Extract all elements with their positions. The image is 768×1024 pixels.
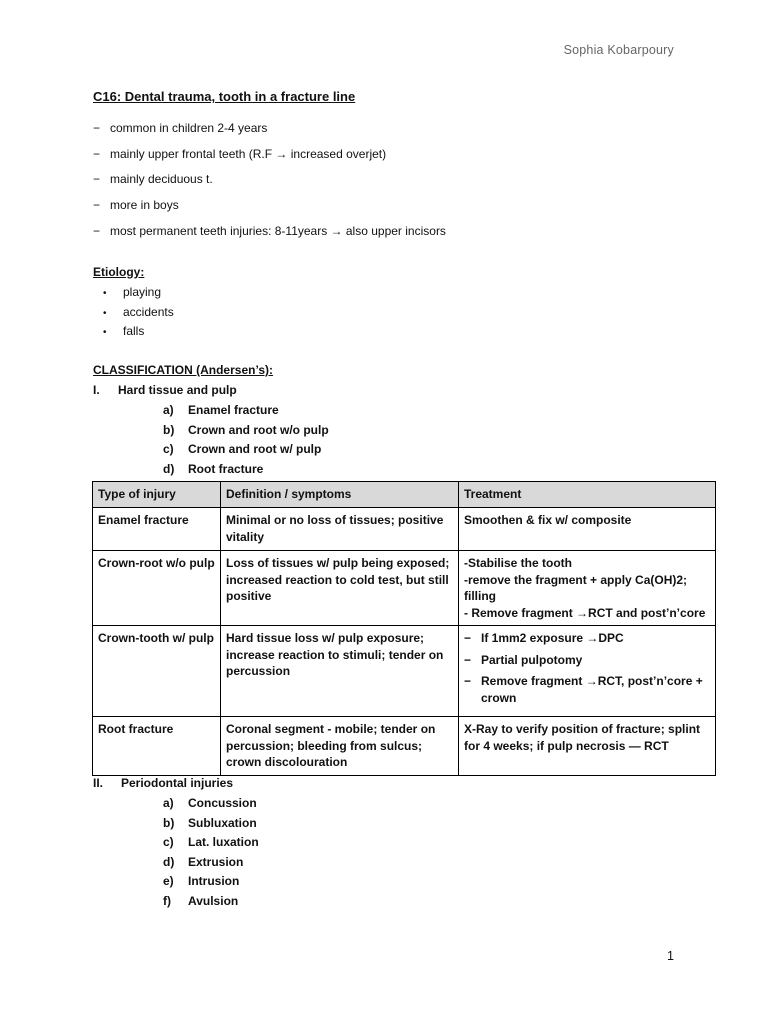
dash-icon: − [93, 198, 101, 213]
list-item: − common in children 2-4 years [93, 121, 268, 135]
classification-heading: CLASSIFICATION (Andersen’s): [93, 363, 274, 377]
dash-icon: − [93, 146, 101, 161]
bullet-icon: • [103, 307, 107, 319]
intro-list [93, 120, 446, 248]
dash-icon: − [464, 652, 472, 667]
hard-tissue-list [163, 403, 329, 481]
treatment-cell: X-Ray to verify position of fracture; splint for 4 weeks; if pulp necrosis — RCT [459, 717, 716, 776]
list-item: − most permanent teeth injuries: 8-11years → also upper incisors [93, 223, 446, 238]
table-row [93, 626, 716, 717]
injury-type-cell: Enamel fracture [93, 508, 221, 551]
list-item: • playing [103, 285, 162, 299]
definition-cell: Coronal segment - mobile; tender on percussion; bleeding from sulcus; crown discolouration [221, 717, 459, 776]
etiology-heading: Etiology: [93, 265, 145, 279]
dash-icon: − [93, 121, 101, 135]
bullet-icon: • [103, 288, 107, 299]
list-item: e) Intrusion [163, 874, 240, 889]
treatment-cell [459, 626, 716, 717]
list-item: − mainly deciduous t. [93, 172, 213, 187]
page-title: C16: Dental trauma, tooth in a fracture line [93, 89, 356, 104]
document-author: Sophia Kobarpoury [563, 43, 674, 57]
list-item: c) Crown and root w/ pulp [163, 442, 322, 457]
definition-cell: Minimal or no loss of tissues; positive vitality [221, 508, 459, 551]
list-item: a) Enamel fracture [163, 403, 279, 417]
injury-table [92, 481, 716, 776]
list-item: c) Lat. luxation [163, 835, 259, 850]
treatment-list [464, 630, 710, 706]
table-row [93, 551, 716, 626]
bullet-icon: • [103, 327, 107, 338]
section-heading-hard-tissue: I. Hard tissue and pulp [93, 383, 237, 397]
treatment-cell: -Stabilise the tooth -remove the fragment + apply Ca(OH)2; filling - Remove fragment →RCT and post’n’core [459, 551, 716, 626]
injury-type-cell: Crown-root w/o pulp [93, 551, 221, 626]
list-item: − more in boys [93, 198, 179, 213]
list-item: − If 1mm2 exposure →DPC [464, 631, 624, 645]
section-heading-periodontal: II. Periodontal injuries [93, 776, 234, 790]
list-item: − mainly upper frontal teeth (R.F → increased overjet) [93, 146, 387, 161]
dash-icon: − [464, 631, 472, 645]
dash-icon: − [93, 172, 101, 187]
list-item: b) Crown and root w/o pulp [163, 422, 329, 437]
definition-cell: Hard tissue loss w/ pulp exposure; increase reaction to stimuli; tender on percussion [221, 626, 459, 717]
column-header: Type of injury [93, 482, 221, 508]
list-item: − Remove fragment →RCT, post’n’core + crown [464, 674, 703, 705]
dash-icon: − [93, 223, 101, 238]
table-row [93, 717, 716, 776]
list-item: • accidents [103, 304, 174, 319]
table-header-row [93, 482, 716, 508]
list-item: d) Extrusion [163, 854, 244, 869]
column-header: Treatment [459, 482, 716, 508]
dash-icon: − [464, 674, 472, 688]
page-number: 1 [667, 949, 674, 963]
list-item: b) Subluxation [163, 815, 257, 830]
list-item: • falls [103, 324, 145, 338]
treatment-cell: Smoothen & fix w/ composite [459, 508, 716, 551]
list-item: a) Concussion [163, 796, 257, 810]
periodontal-list [163, 796, 259, 914]
list-item: − Partial pulpotomy [464, 652, 583, 667]
definition-cell: Loss of tissues w/ pulp being exposed; increased reaction to cold test, but still positive [221, 551, 459, 626]
column-header: Definition / symptoms [221, 482, 459, 508]
list-item: d) Root fracture [163, 461, 264, 476]
injury-type-cell: Crown-tooth w/ pulp [93, 626, 221, 717]
list-item: f) Avulsion [163, 893, 239, 908]
table-row [93, 508, 716, 551]
etiology-list [103, 285, 174, 344]
injury-type-cell: Root fracture [93, 717, 221, 776]
